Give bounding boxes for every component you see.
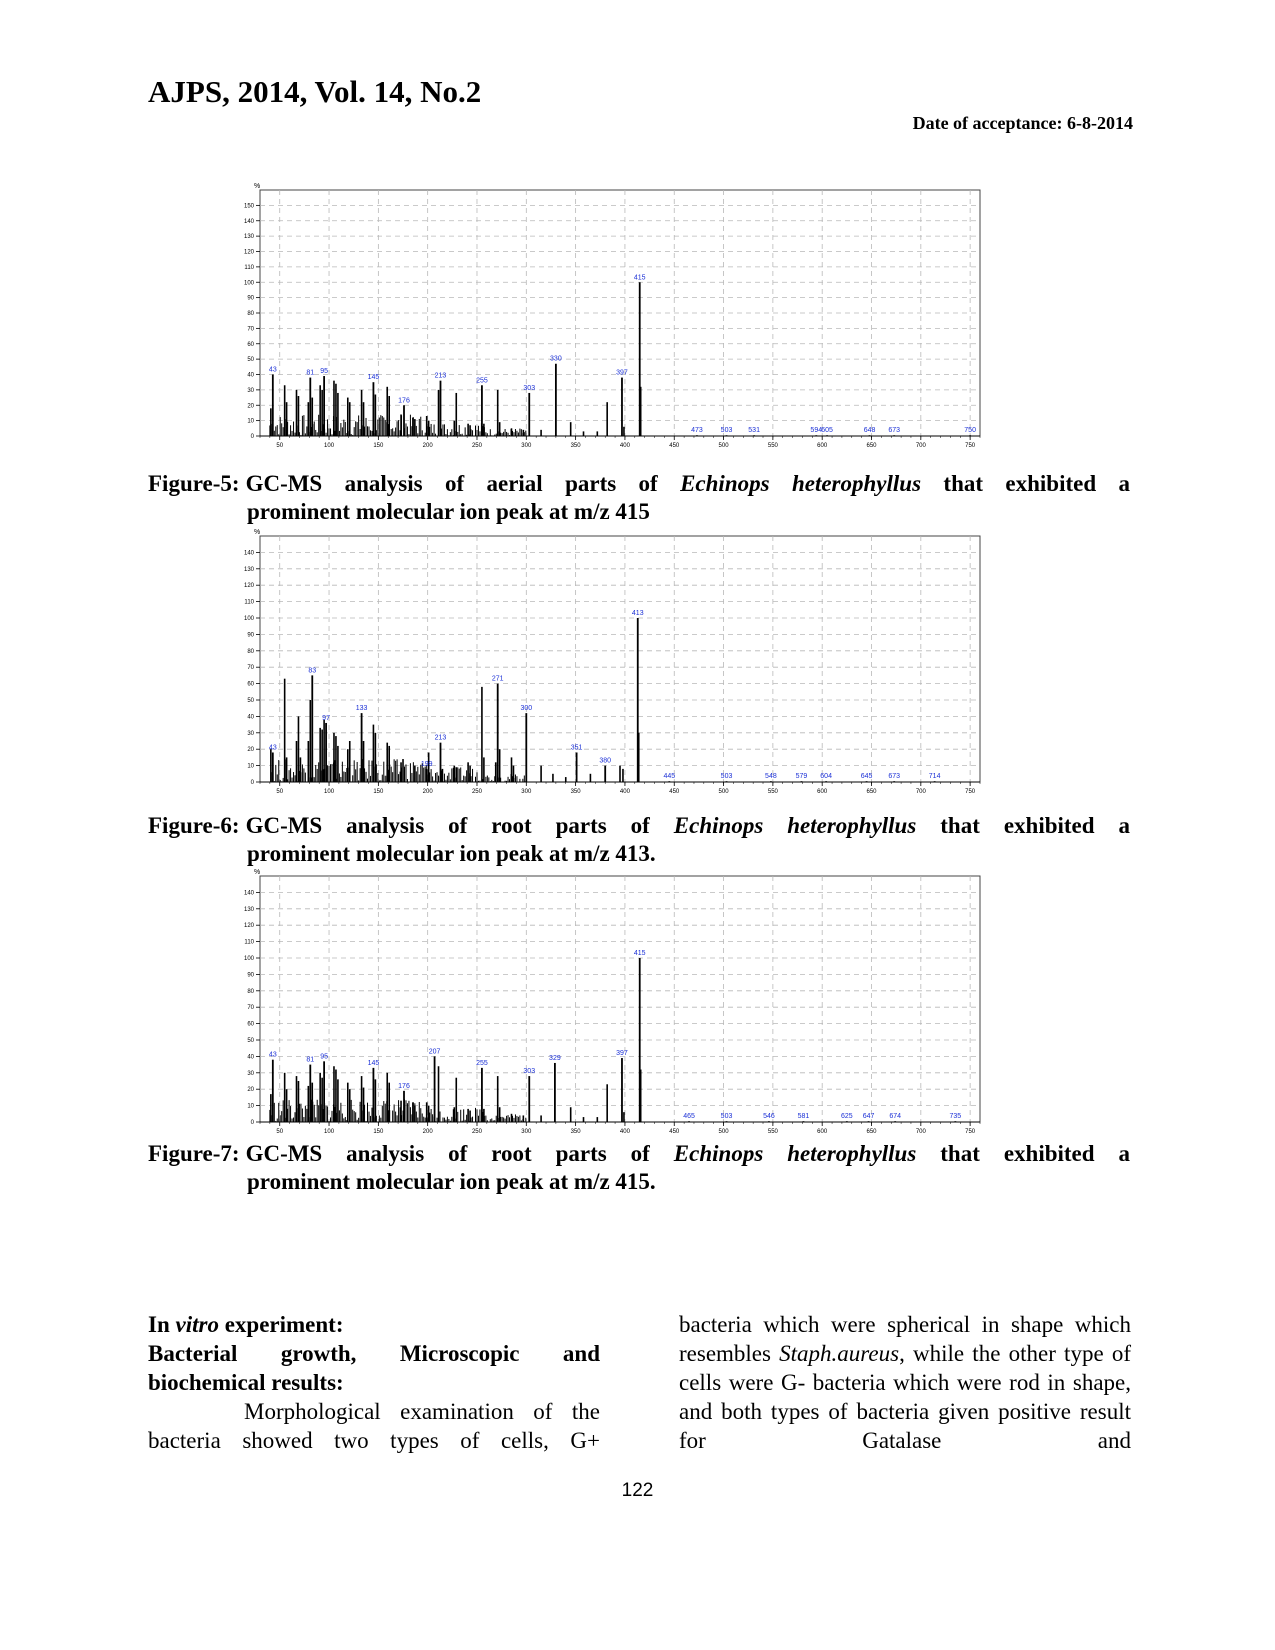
x-tick-label: 450 xyxy=(669,443,680,449)
x-tick-label: 350 xyxy=(570,789,581,795)
peak-label: 303 xyxy=(523,1068,536,1076)
peak-label: 673 xyxy=(888,427,901,435)
y-tick-label: 50 xyxy=(247,1038,254,1044)
peak-label: 604 xyxy=(820,773,832,781)
y-tick-label: 20 xyxy=(247,747,254,754)
x-tick-label: 100 xyxy=(324,443,335,449)
peak-label: 213 xyxy=(434,372,447,380)
figure-6-caption xyxy=(148,812,1130,868)
section-heading-vitro: vitro xyxy=(175,1312,219,1337)
x-tick-label: 650 xyxy=(866,443,877,449)
y-tick-label: 40 xyxy=(247,1054,254,1061)
figure-7-spectrum xyxy=(230,864,990,1144)
y-tick-label: 130 xyxy=(243,906,254,913)
x-tick-label: 450 xyxy=(669,789,680,795)
y-tick-label: 120 xyxy=(243,249,254,256)
x-tick-label: 550 xyxy=(767,1129,778,1135)
y-tick-label: 110 xyxy=(244,599,254,606)
x-tick-label: 750 xyxy=(965,789,976,795)
x-tick-label: 350 xyxy=(570,1129,581,1135)
y-tick-label: 80 xyxy=(247,988,254,995)
peak-label: 83 xyxy=(308,667,317,675)
figure-5-label: Figure-5: xyxy=(148,471,240,496)
peak-label: 380 xyxy=(599,757,612,765)
y-tick-label: 0 xyxy=(250,434,254,440)
x-tick-label: 700 xyxy=(915,1129,926,1135)
x-tick-label: 400 xyxy=(619,1129,630,1135)
x-tick-label: 250 xyxy=(471,1129,482,1135)
y-tick-label: 30 xyxy=(247,730,254,737)
peak-label: 594 xyxy=(810,427,823,435)
peak-label: 303 xyxy=(523,384,536,392)
figure-6-caption-text: GC-MS analysis of root parts of xyxy=(245,813,674,838)
y-tick-label: 80 xyxy=(247,311,254,317)
peak-label: 255 xyxy=(476,1059,488,1067)
x-tick-label: 50 xyxy=(276,1129,284,1135)
y-tick-label: 40 xyxy=(247,714,254,721)
y-tick-label: 80 xyxy=(247,648,254,655)
x-tick-label: 50 xyxy=(276,443,284,449)
y-tick-label: 150 xyxy=(243,203,254,210)
x-tick-label: 150 xyxy=(373,443,384,449)
x-tick-label: 600 xyxy=(817,443,828,449)
y-tick-label: 0 xyxy=(250,1120,254,1126)
peak-label: 397 xyxy=(616,1050,628,1058)
peak-label: 714 xyxy=(928,773,941,781)
figure-5-caption xyxy=(148,470,1130,526)
x-tick-label: 500 xyxy=(718,789,729,795)
x-tick-label: 50 xyxy=(276,789,284,795)
peak-label: 397 xyxy=(616,369,628,377)
y-tick-label: 100 xyxy=(243,280,254,287)
x-tick-label: 750 xyxy=(965,443,976,449)
species-staph: Staph.aureus xyxy=(779,1341,900,1366)
peak-label: 503 xyxy=(720,427,733,435)
peak-label: 95 xyxy=(320,368,329,376)
x-tick-label: 200 xyxy=(422,443,433,449)
y-tick-label: 50 xyxy=(247,357,254,364)
y-tick-label: 120 xyxy=(243,583,254,590)
x-tick-label: 200 xyxy=(422,1129,433,1135)
x-tick-label: 250 xyxy=(471,789,482,795)
peak-label: 329 xyxy=(549,1054,561,1062)
y-tick-label: 10 xyxy=(247,1103,254,1110)
peak-label: 271 xyxy=(491,675,504,683)
y-tick-label: 90 xyxy=(247,632,254,639)
x-tick-label: 150 xyxy=(373,789,384,795)
x-tick-label: 350 xyxy=(570,443,581,449)
x-tick-label: 500 xyxy=(718,443,729,449)
x-tick-label: 550 xyxy=(767,443,778,449)
x-tick-label: 150 xyxy=(373,1129,384,1135)
peak-label: 415 xyxy=(633,950,646,957)
page-number: 122 xyxy=(621,1480,654,1501)
y-axis-unit: % xyxy=(254,529,261,536)
figure-7-svg xyxy=(230,864,990,1144)
figure-5-caption-tail: that exhibited a xyxy=(921,471,1131,496)
peak-label: 133 xyxy=(355,705,368,713)
figure-5-svg xyxy=(230,178,990,458)
y-tick-label: 140 xyxy=(243,218,254,225)
peak-label: 579 xyxy=(795,773,808,781)
x-tick-label: 500 xyxy=(718,1129,729,1135)
peak-label: 647 xyxy=(862,1113,875,1121)
figure-7-caption-text: GC-MS analysis of root parts of xyxy=(245,1141,674,1166)
y-tick-label: 20 xyxy=(247,403,254,410)
x-tick-label: 450 xyxy=(669,1129,680,1135)
peak-label: 548 xyxy=(765,773,777,781)
x-tick-label: 750 xyxy=(965,1129,976,1135)
acceptance-date: Date of acceptance: 6-8-2014 xyxy=(912,113,1133,133)
peak-label: 415 xyxy=(633,274,646,282)
peak-label: 300 xyxy=(520,705,533,713)
figure-7-caption-tail: that exhibited a xyxy=(916,1141,1130,1166)
figure-7-caption-line2: prominent molecular ion peak at m/z 415. xyxy=(247,1169,656,1194)
plot-frame xyxy=(260,876,980,1122)
x-tick-label: 300 xyxy=(521,789,532,795)
peak-label: 145 xyxy=(367,1059,380,1067)
peak-label: 673 xyxy=(888,773,901,781)
left-paragraph: Morphological examination of the bacteria showed two types of cells, G+ xyxy=(148,1399,600,1453)
plot-frame xyxy=(260,536,980,782)
left-column xyxy=(148,1310,600,1455)
peak-label: 531 xyxy=(748,427,760,435)
peak-label: 648 xyxy=(863,427,876,435)
y-tick-label: 100 xyxy=(243,956,254,962)
y-tick-label: 90 xyxy=(247,295,254,302)
y-tick-label: 0 xyxy=(250,780,254,786)
y-tick-label: 120 xyxy=(243,923,254,930)
peak-label: 503 xyxy=(720,773,733,781)
peak-label: 625 xyxy=(841,1113,853,1121)
peak-label: 581 xyxy=(797,1113,810,1121)
figure-6-species: Echinops heterophyllus xyxy=(673,813,917,838)
peak-label: 473 xyxy=(691,427,703,435)
y-tick-label: 60 xyxy=(247,1021,254,1028)
figure-7-caption xyxy=(148,1140,1130,1196)
peak-label: 255 xyxy=(476,377,488,385)
subheading-line2: biochemical results: xyxy=(148,1370,344,1395)
x-tick-label: 600 xyxy=(817,1129,828,1135)
peak-label: 207 xyxy=(428,1048,441,1056)
x-tick-label: 200 xyxy=(422,789,433,795)
peak-label: 735 xyxy=(949,1113,962,1121)
figure-6-spectrum xyxy=(230,524,990,804)
figure-5-caption-line2: prominent molecular ion peak at m/z 415 xyxy=(247,499,650,524)
x-tick-label: 700 xyxy=(915,789,926,795)
y-tick-label: 60 xyxy=(247,681,254,688)
y-tick-label: 140 xyxy=(243,890,254,897)
y-tick-label: 110 xyxy=(244,939,254,946)
peak-label: 445 xyxy=(663,773,676,781)
peak-label: 465 xyxy=(683,1113,695,1121)
x-tick-label: 650 xyxy=(866,1129,877,1135)
figure-6-label: Figure-6: xyxy=(148,813,240,838)
x-tick-label: 100 xyxy=(324,789,335,795)
x-tick-label: 250 xyxy=(471,443,482,449)
peak-label: 330 xyxy=(550,355,562,363)
x-tick-label: 600 xyxy=(817,789,828,795)
y-tick-label: 40 xyxy=(247,372,254,379)
peak-label: 351 xyxy=(570,744,583,752)
peak-label: 43 xyxy=(268,744,277,752)
y-tick-label: 110 xyxy=(244,264,254,271)
y-axis-unit: % xyxy=(254,183,261,190)
x-tick-label: 650 xyxy=(866,789,877,795)
y-tick-label: 30 xyxy=(247,1070,254,1077)
peak-label: 176 xyxy=(398,397,410,405)
section-heading: In vitro experiment: xyxy=(148,1312,344,1337)
x-tick-label: 550 xyxy=(767,789,778,795)
figure-6-svg xyxy=(230,524,990,804)
y-tick-label: 30 xyxy=(247,387,254,394)
peak-label: 546 xyxy=(763,1113,775,1121)
peak-label: 95 xyxy=(320,1053,329,1061)
peak-label: 81 xyxy=(306,369,315,377)
y-tick-label: 10 xyxy=(247,418,254,425)
peak-label: 81 xyxy=(306,1056,315,1064)
peak-label: 97 xyxy=(322,714,330,722)
x-tick-label: 700 xyxy=(915,443,926,449)
y-tick-label: 10 xyxy=(247,763,254,770)
x-tick-label: 300 xyxy=(521,1129,532,1135)
y-tick-label: 100 xyxy=(243,616,254,622)
peak-label: 43 xyxy=(268,1051,277,1059)
peak-label: 750 xyxy=(964,427,976,435)
peak-label: 645 xyxy=(860,773,873,781)
journal-header: AJPS, 2014, Vol. 14, No.2 xyxy=(148,74,482,109)
y-tick-label: 90 xyxy=(247,972,254,979)
right-column-paragraph: bacteria which were spherical in shape which resembles Staph.aureus, while the other type of cells were G- bacteria which were rod in shape, and both types of bacteria given positive result for Gatalase and xyxy=(679,1312,1132,1453)
peak-label: 43 xyxy=(268,366,277,374)
x-tick-label: 300 xyxy=(521,443,532,449)
y-tick-label: 20 xyxy=(247,1087,254,1094)
y-tick-label: 50 xyxy=(247,698,254,704)
figure-7-species: Echinops heterophyllus xyxy=(673,1141,917,1166)
subheading-line1: Bacterial growth, Microscopic and xyxy=(148,1341,600,1366)
y-tick-label: 70 xyxy=(247,665,254,672)
x-tick-label: 100 xyxy=(324,1129,335,1135)
figure-7-label: Figure-7: xyxy=(148,1141,240,1166)
y-tick-label: 70 xyxy=(247,326,254,333)
figure-5-species: Echinops heterophyllus xyxy=(680,471,922,496)
figure-5-caption-text: GC-MS analysis of aerial parts of xyxy=(245,471,681,496)
peak-label: 145 xyxy=(367,374,380,382)
y-axis-unit: % xyxy=(254,869,261,876)
x-tick-label: 400 xyxy=(619,789,630,795)
x-tick-label: 400 xyxy=(619,443,630,449)
y-tick-label: 70 xyxy=(247,1005,254,1012)
peak-label: 199 xyxy=(420,760,433,768)
figure-6-caption-tail: that exhibited a xyxy=(916,813,1130,838)
peak-label: 176 xyxy=(398,1082,410,1090)
figure-6-caption-line2: prominent molecular ion peak at m/z 413. xyxy=(247,841,656,866)
peak-label: 213 xyxy=(434,734,447,742)
figure-5-spectrum xyxy=(230,178,990,458)
y-tick-label: 60 xyxy=(247,341,254,348)
peak-label: 605 xyxy=(821,427,833,435)
peak-label: 503 xyxy=(720,1113,733,1121)
peak-label: 674 xyxy=(889,1113,902,1121)
y-tick-label: 140 xyxy=(243,550,254,557)
y-tick-label: 130 xyxy=(243,566,254,573)
y-tick-label: 130 xyxy=(243,234,254,241)
peak-label: 413 xyxy=(631,610,644,617)
